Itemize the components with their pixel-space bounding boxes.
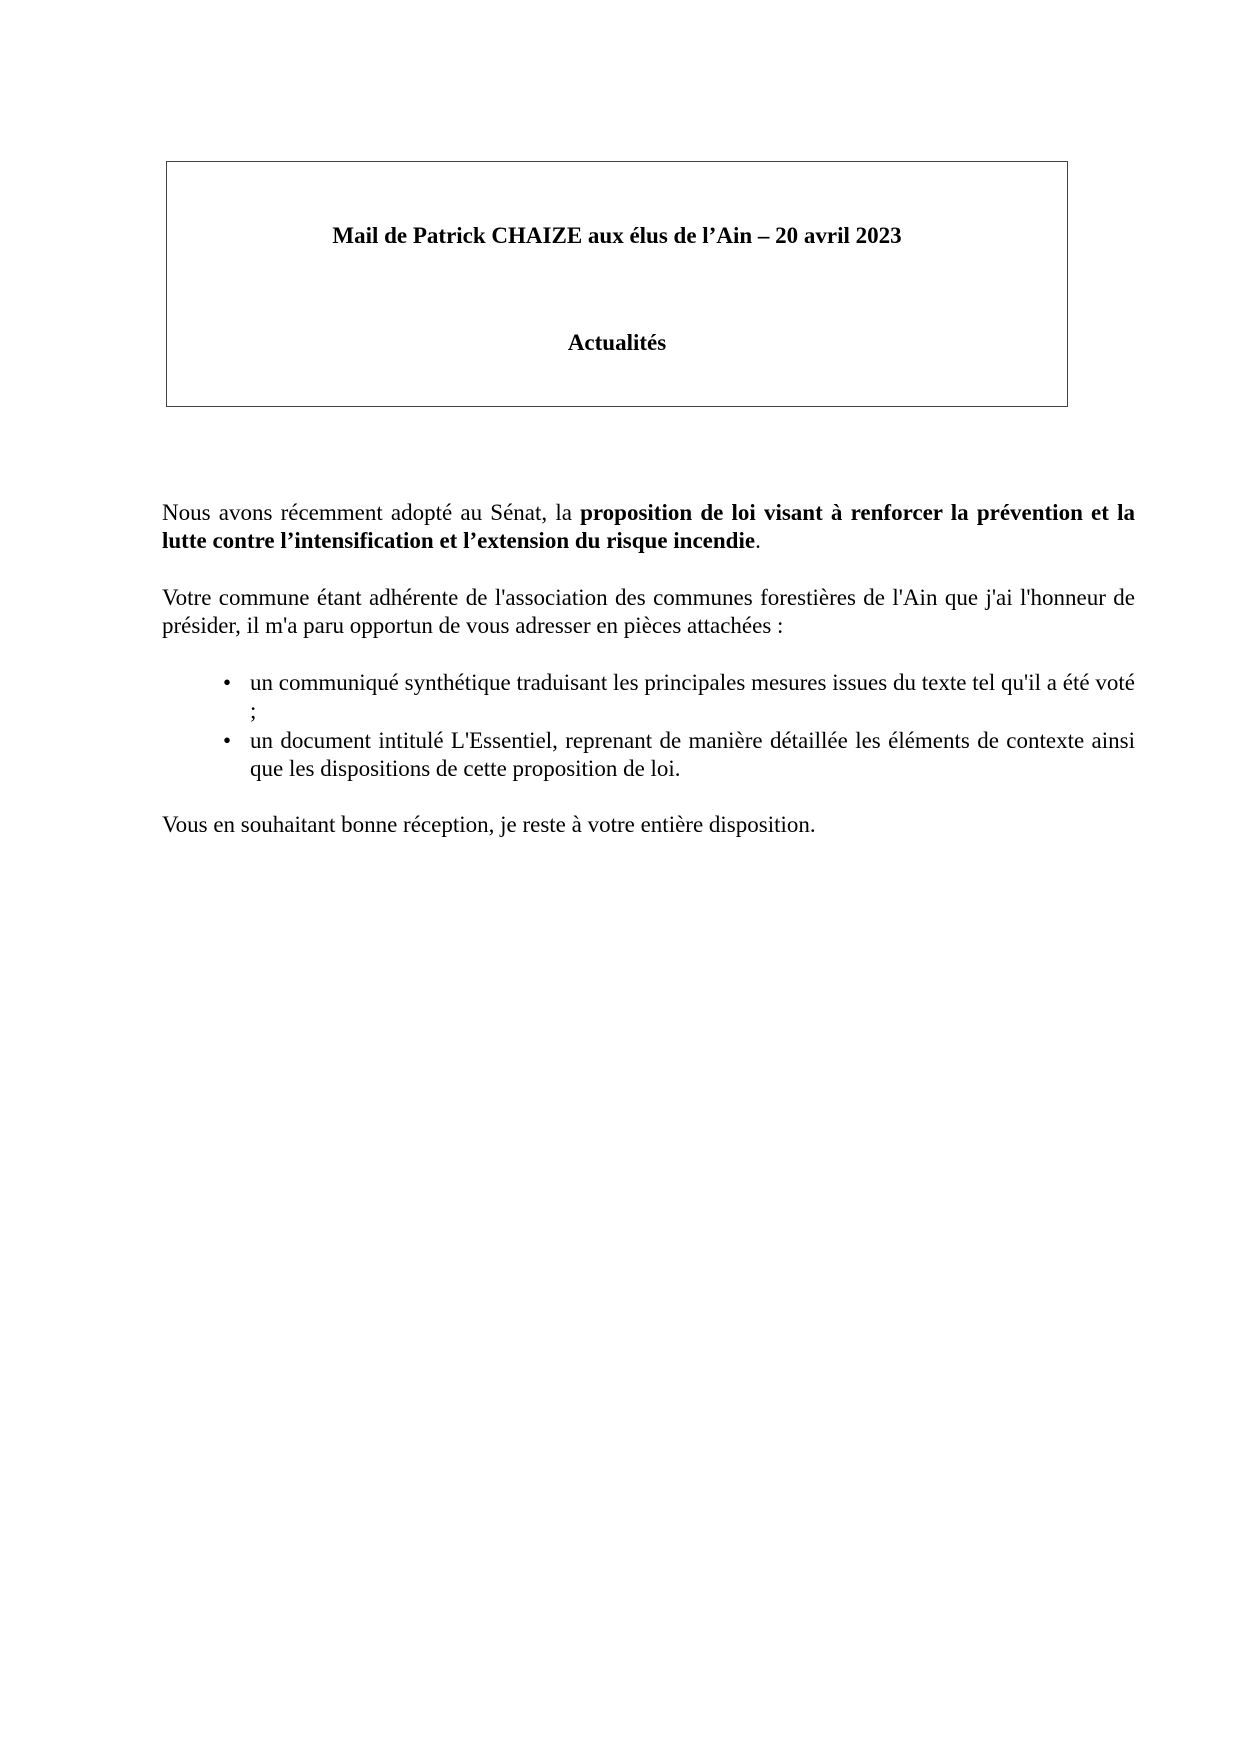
document-title: Mail de Patrick CHAIZE aux élus de l’Ain – 20 avril 2023 (332, 223, 902, 248)
attachments-intro-paragraph: Votre commune étant adhérente de l'association des communes forestières de l'Ain que j'ai l'honneur de présider, il m'a paru opportun de vous adresser en pièces attachées : (162, 585, 1135, 638)
list-item-text: un document intitulé L'Essentiel, reprenant de manière détaillée les éléments de contexte ainsi que les dispositions de cette proposition de loi. (250, 728, 1135, 781)
intro-text: Nous avons récemment adopté au Sénat, la (162, 500, 581, 525)
closing-paragraph: Vous en souhaitant bonne réception, je reste à votre entière disposition. (162, 812, 816, 837)
list-item (162, 669, 1135, 725)
list-item (162, 727, 1135, 783)
bullet-icon: • (223, 670, 232, 695)
intro-end: . (755, 528, 761, 553)
document-subtitle: Actualités (567, 330, 667, 355)
list-item-text: un communiqué synthétique traduisant les principales mesures issues du texte tel qu'il a été voté ; (250, 670, 1135, 723)
intro-paragraph (162, 499, 1135, 555)
attachments-list (162, 669, 1135, 783)
law-proposal-title: proposition de loi visant à renforcer la prévention et la lutte contre l’intensification et l’extension du risque incendie (162, 500, 1135, 553)
bullet-icon: • (223, 728, 232, 753)
header-box (166, 161, 1068, 407)
